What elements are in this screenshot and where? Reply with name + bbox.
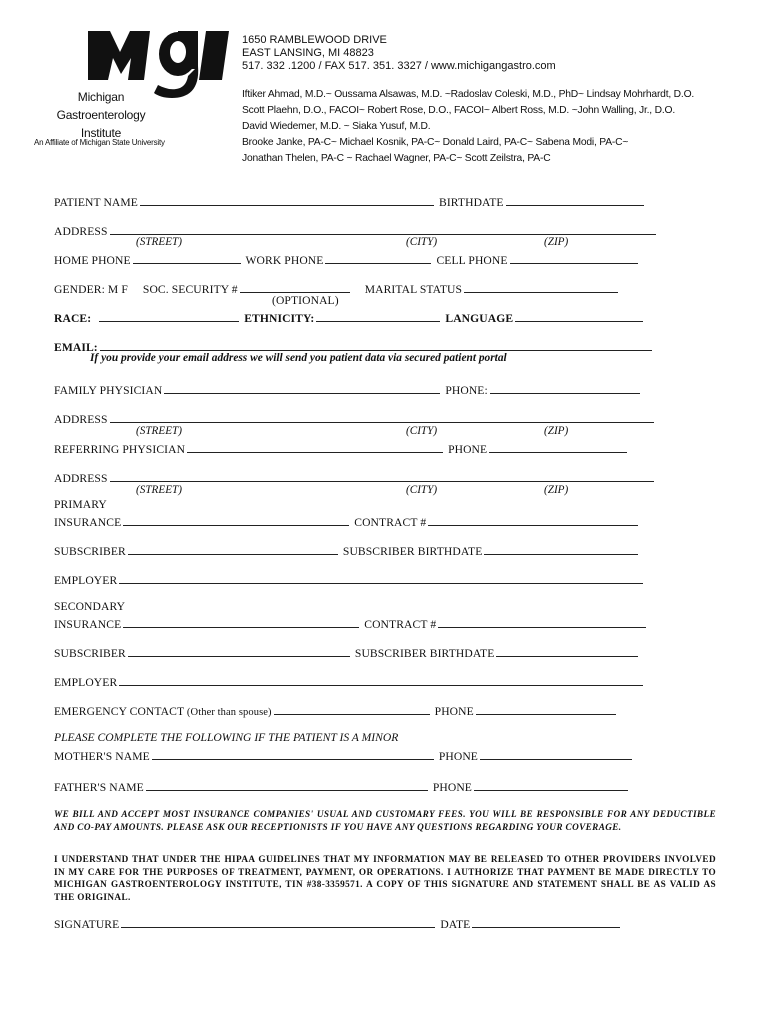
email-field[interactable]: [100, 338, 652, 351]
secondary-contract-field[interactable]: [438, 615, 646, 628]
row-family-physician: [54, 381, 642, 397]
row-secondary-employer: [54, 673, 645, 689]
ethnicity-field[interactable]: [316, 309, 440, 322]
employer-label: EMPLOYER: [54, 574, 118, 587]
subscriber-label: SUBSCRIBER: [54, 545, 126, 558]
ethnicity-label: ETHNICITY:: [244, 312, 315, 325]
family-physician-field[interactable]: [164, 381, 440, 394]
father-phone-field[interactable]: [474, 778, 628, 791]
address-line: 517. 332 .1200 / FAX 517. 351. 3327 / www.michigangastro.com: [242, 60, 556, 72]
father-phone-label: PHONE: [432, 781, 472, 794]
emergency-contact-field[interactable]: [274, 702, 430, 715]
cell-phone-label: CELL PHONE: [436, 254, 508, 267]
row-race: [54, 309, 645, 325]
org-name-line: Michigan: [77, 90, 125, 104]
mothers-name-field[interactable]: [152, 747, 434, 760]
street-sublabel: (STREET): [136, 425, 182, 437]
row-signature: [54, 915, 622, 931]
address-line: EAST LANSING, MI 48823: [242, 47, 374, 59]
email-note: If you provide your email address we will send you patient data via secured patient portal: [90, 352, 507, 364]
city-sublabel: (CITY): [406, 484, 438, 496]
address-label: ADDRESS: [54, 413, 108, 426]
other-than-spouse-note: (Other than spouse): [186, 707, 272, 718]
secondary-employer-field[interactable]: [119, 673, 643, 686]
work-phone-label: WORK PHONE: [245, 254, 324, 267]
date-label: DATE: [440, 918, 471, 931]
row-primary-employer: [54, 571, 645, 587]
secondary-label: SECONDARY: [54, 600, 126, 613]
address-field[interactable]: [110, 222, 656, 235]
row-fathers-name: [54, 778, 630, 794]
race-field[interactable]: [99, 309, 239, 322]
optional-sublabel: (OPTIONAL): [272, 294, 339, 307]
email-label: EMAIL:: [54, 341, 98, 354]
family-physician-label: FAMILY PHYSICIAN: [54, 384, 163, 397]
fathers-name-label: FATHER'S NAME: [54, 781, 144, 794]
row-primary-subscriber: [54, 542, 640, 558]
ssn-field[interactable]: [240, 280, 350, 293]
city-sublabel: (CITY): [406, 236, 438, 248]
primary-subscriber-birthdate-field[interactable]: [484, 542, 638, 555]
address-line: 1650 RAMBLEWOOD DRIVE: [242, 34, 387, 46]
row-primary-insurance: [54, 513, 640, 529]
referring-physician-label: REFERRING PHYSICIAN: [54, 443, 186, 456]
referring-phone-field[interactable]: [489, 440, 627, 453]
doctor-line: Iftiker Ahmad, M.D.~ Oussama Alsawas, M.D. ~Radoslav Coleski, M.D., PhD~ Lindsay Mohrhardt, D.O.: [242, 89, 695, 100]
birthdate-label: BIRTHDATE: [438, 196, 504, 209]
row-patient-name: [54, 193, 646, 209]
patient-name-label: PATIENT NAME: [54, 196, 138, 209]
mother-phone-field[interactable]: [480, 747, 632, 760]
subscriber-label: SUBSCRIBER: [54, 647, 126, 660]
doctor-line: Scott Plaehn, D.O., FACOI~ Robert Rose, D.O., FACOI~ Albert Ross, M.D. ~John Walling, Jr., D.O.: [242, 105, 675, 116]
marital-status-field[interactable]: [464, 280, 618, 293]
doctor-line: Brooke Janke, PA-C~ Michael Kosnik, PA-C~ Donald Laird, PA-C~ Sabena Modi, PA-C~: [242, 137, 629, 148]
family-physician-phone-field[interactable]: [490, 381, 640, 394]
fathers-name-field[interactable]: [146, 778, 428, 791]
doctor-list: [242, 87, 694, 167]
address-label: ADDRESS: [54, 472, 108, 485]
primary-insurance-field[interactable]: [123, 513, 349, 526]
street-sublabel: (STREET): [136, 236, 182, 248]
zip-sublabel: (ZIP): [544, 236, 569, 248]
employer-label: EMPLOYER: [54, 676, 118, 689]
secondary-insurance-field[interactable]: [123, 615, 359, 628]
doctor-line: Jonathan Thelen, PA-C ~ Rachael Wagner, PA-C~ Scott Zeilstra, PA-C: [242, 153, 551, 164]
row-secondary-subscriber: [54, 644, 640, 660]
patient-name-field[interactable]: [140, 193, 434, 206]
city-sublabel: (CITY): [406, 425, 438, 437]
home-phone-field[interactable]: [133, 251, 241, 264]
family-physician-address-field[interactable]: [110, 410, 654, 423]
primary-subscriber-field[interactable]: [128, 542, 338, 555]
row-emergency-contact: [54, 702, 618, 718]
affiliate-text: An Affiliate of Michigan State University: [34, 138, 165, 147]
billing-notice: WE BILL AND ACCEPT MOST INSURANCE COMPANIES' USUAL AND CUSTOMARY FEES. YOU WILL BE RESPONSIBLE FOR ANY DEDUCTIBLE AND CO-PAY AMOUNTS. PLEASE ASK OUR RECEPTIONISTS IF YOU HAVE ANY QUESTIONS REGARDING YOUR COVERAGE.: [54, 809, 716, 832]
language-label: LANGUAGE: [445, 312, 514, 325]
race-label: RACE:: [54, 312, 92, 325]
referring-physician-field[interactable]: [187, 440, 443, 453]
doctor-line: David Wiedemer, M.D. ~ Siaka Yusuf, M.D.: [242, 121, 431, 132]
primary-contract-label: CONTRACT #: [354, 516, 427, 529]
secondary-contract-label: CONTRACT #: [364, 618, 437, 631]
subscriber-birthdate-label: SUBSCRIBER BIRTHDATE: [342, 545, 483, 558]
family-physician-phone-label: PHONE:: [445, 384, 488, 397]
street-sublabel: (STREET): [136, 484, 182, 496]
minor-heading: PLEASE COMPLETE THE FOLLOWING IF THE PATIENT IS A MINOR: [54, 731, 399, 744]
org-name-line: Gastroenterology: [56, 108, 146, 122]
signature-field[interactable]: [121, 915, 435, 928]
row-phones: [54, 251, 640, 267]
secondary-subscriber-birthdate-field[interactable]: [496, 644, 638, 657]
emergency-contact-label: EMERGENCY CONTACT: [54, 705, 184, 718]
home-phone-label: HOME PHONE: [54, 254, 131, 267]
referring-address-field[interactable]: [110, 469, 654, 482]
primary-insurance-label: INSURANCE: [54, 516, 122, 529]
date-field[interactable]: [472, 915, 620, 928]
org-name: [36, 88, 166, 142]
primary-employer-field[interactable]: [119, 571, 643, 584]
marital-status-label: MARITAL STATUS: [364, 283, 463, 296]
work-phone-field[interactable]: [325, 251, 431, 264]
primary-contract-field[interactable]: [428, 513, 638, 526]
cell-phone-field[interactable]: [510, 251, 638, 264]
secondary-subscriber-field[interactable]: [128, 644, 350, 657]
row-family-physician-address: [54, 410, 656, 426]
birthdate-field[interactable]: [506, 193, 644, 206]
org-name-line: Institute: [80, 126, 122, 140]
language-field[interactable]: [515, 309, 643, 322]
address-label: ADDRESS: [54, 225, 108, 238]
row-secondary-insurance: [54, 615, 648, 631]
primary-label: PRIMARY: [54, 498, 107, 511]
row-referring-physician: [54, 440, 629, 456]
ssn-label: SOC. SECURITY #: [142, 283, 238, 296]
zip-sublabel: (ZIP): [544, 484, 569, 496]
referring-phone-label: PHONE: [448, 443, 488, 456]
row-mothers-name: [54, 747, 634, 763]
subscriber-birthdate-label: SUBSCRIBER BIRTHDATE: [354, 647, 495, 660]
mothers-name-label: MOTHER'S NAME: [54, 750, 150, 763]
row-referring-address: [54, 469, 656, 485]
zip-sublabel: (ZIP): [544, 425, 569, 437]
clinic-address: [242, 34, 556, 73]
signature-label: SIGNATURE: [54, 918, 120, 931]
hipaa-notice: I UNDERSTAND THAT UNDER THE HIPAA GUIDELINES THAT MY INFORMATION MAY BE RELEASED TO OTHER PROVIDERS INVOLVED IN MY CARE FOR THE PURPOSES OF TREATMENT, PAYMENT, OR OPERATIONS. I AUTHORIZE THAT PAYMENT BE MADE DIRECTLY TO MICHIGAN GASTROENTEROLOGY INSTITUTE, TIN #38-3359571. A COPY OF THIS SIGNATURE AND STATEMENT SHALL BE AS VALID AS THE ORIGINAL.: [54, 854, 716, 902]
gender-label[interactable]: GENDER: M F: [54, 283, 128, 296]
secondary-insurance-label: INSURANCE: [54, 618, 122, 631]
mother-phone-label: PHONE: [438, 750, 478, 763]
emergency-phone-label: PHONE: [434, 705, 474, 718]
emergency-phone-field[interactable]: [476, 702, 616, 715]
